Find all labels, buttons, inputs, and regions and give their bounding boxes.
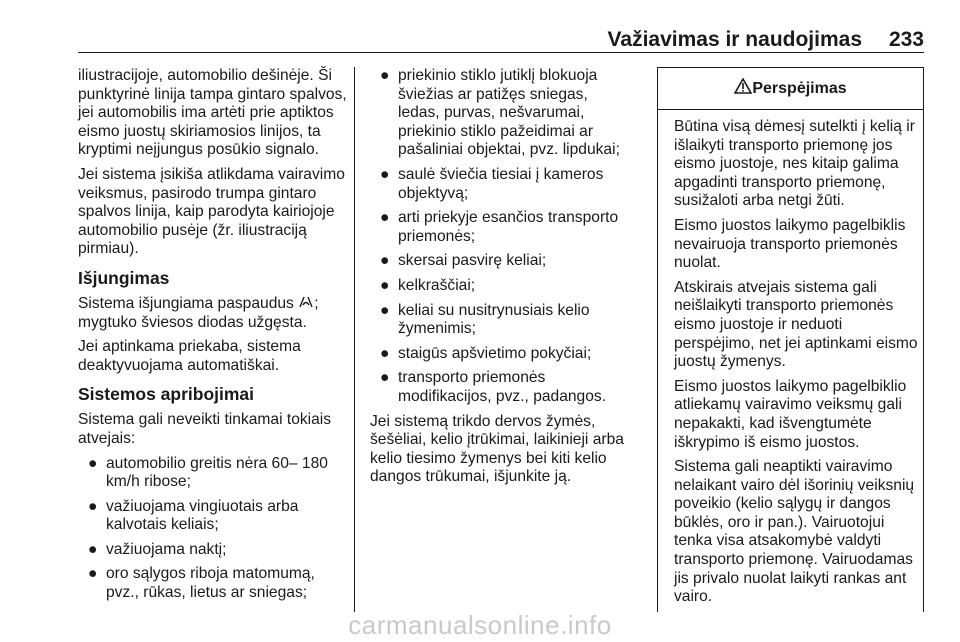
bullet-icon: ● (380, 209, 390, 227)
warning-box (657, 67, 924, 612)
limitations-list (78, 455, 350, 603)
paragraph: Sistema gali neveikti tinkamai tokiais atvejais: (78, 411, 332, 447)
warning-paragraph: Eismo juostos laikymo pagelbiklio atliekamų vairavimo veiksmų gali nepakakti, kad išvengtumėte iškrypimo iš eismo juostos. (674, 377, 907, 451)
paragraph-text: ; mygtuko šviesos diodas užgęsta. (78, 294, 319, 331)
limitations-list-continued (370, 67, 632, 407)
left-column (78, 67, 350, 609)
list-item: ● kelkraščiai; (380, 276, 476, 294)
warning-triangle-icon (734, 78, 752, 99)
list-item: ● skersai pasvirę keliai; (380, 252, 547, 270)
warning-title: Perspėjimas (752, 79, 847, 97)
header-divider (78, 52, 924, 53)
list-item: ● staigūs apšvietimo pokyčiai; (380, 344, 592, 362)
list-item: ● arti priekyje esančios transporto priemonės; (380, 209, 619, 245)
warning-paragraph: Būtina visą dėmesį sutelkti į kelią ir išlaikyti transporto priemonę jos eismo juostoje, nes kitaip galima apgadinti transporto priemonę, susižaloti arba netgi žūti. (674, 118, 915, 210)
bullet-icon: ● (88, 454, 98, 472)
bullet-icon: ● (380, 252, 390, 270)
bullet-icon: ● (380, 165, 390, 183)
list-item: ● keliai su nusitrynusiais kelio žymenimis; (380, 301, 590, 338)
bullet-icon: ● (88, 565, 98, 583)
bullet-icon: ● (380, 67, 390, 84)
page-header (78, 28, 924, 52)
paragraph-text: Sistema išjungiama paspaudus (78, 294, 294, 312)
paragraph (78, 295, 350, 332)
watermark: carmanualsonline.info (348, 610, 612, 640)
bullet-icon: ● (88, 540, 98, 558)
bullet-icon: ● (88, 497, 98, 515)
warning-body (658, 110, 923, 607)
bullet-icon: ● (380, 276, 390, 294)
bullet-icon: ● (380, 301, 390, 319)
warning-paragraph: Sistema gali neaptikti vairavimo nelaikant vairo dėl išorinių veiksnių poveikio (kelio sąlygų ir dangos būklės, oro ir pan.). Vairuotojui tenka visa atsakomybė valdyti transporto priemonę. Vairuodamas jis privalo nuolat laikyti rankas ant vairo. (674, 458, 915, 606)
warning-paragraph: Atskirais atvejais sistema gali neišlaikyti transporto priemonės eismo juostoje ir neduoti perspėjimo, net jei aptinkami eismo juostų žymenys. (674, 278, 918, 371)
heading-limitations: Sistemos apribojimai (78, 384, 255, 405)
page-number: 233 (888, 28, 924, 51)
list-item: ● transporto priemonės modifikacijos, pvz., padangos. (380, 369, 607, 405)
list-item: ● oro sąlygos riboja matomumą, pvz., rūkas, lietus ar sniegas; (88, 565, 315, 602)
section-title: Važiavimas ir naudojimas (607, 28, 862, 51)
paragraph: Jei sistemą trikdo dervos žymės, šešėliai, kelio įtrūkimai, laikinieji arba kelio tiesimo žymenys bei kiti kelio dangos trūkumai, išjunkite ją. (370, 412, 624, 486)
list-item: ● važiuojama vingiuotais arba kalvotais keliais; (88, 497, 299, 534)
bullet-icon: ● (380, 344, 390, 362)
paragraph: Jei sistema įsikiša atlikdama vairavimo veiksmus, pasirodo trumpa gintaro spalvos linija, kaip parodyta kairiojoje automobilio pusėje (žr. iliustraciją pirmiau). (78, 165, 345, 258)
list-item: ● automobilio greitis nėra 60– 180 km/h ribose; (88, 454, 328, 491)
bullet-icon: ● (380, 369, 390, 387)
column-divider (354, 67, 355, 612)
list-item: ● priekinio stiklo jutiklį blokuoja šviežias ar patižęs sniegas, ledas, purvas, nešvarumai, priekinio stiklo pažeidimai ar pašaliniai objektai, pvz. lipdukai; (380, 67, 620, 159)
warning-paragraph: Eismo juostos laikymo pagelbiklis nevairuoja transporto priemonės nuolat. (674, 216, 906, 272)
list-item: ● važiuojama naktį; (88, 540, 227, 558)
paragraph: Jei aptinkama priekaba, sistema deaktyvuojama automatiškai. (78, 338, 301, 374)
warning-header (658, 67, 923, 110)
middle-column (370, 67, 632, 493)
list-item: ● saulė šviečia tiesiai į kameros objektyvą; (380, 165, 604, 202)
heading-deactivation: Išjungimas (78, 267, 170, 288)
lane-keep-assist-icon (298, 296, 314, 311)
paragraph: iliustracijoje, automobilio dešinėje. Ši punktyrinė linija tampa gintaro spalvos, jei automobilis ima artėti prie aptiktos eismo juostų skiriamosios linijos, ta kryptimi neįjungus posūkio signalo. (78, 67, 347, 159)
